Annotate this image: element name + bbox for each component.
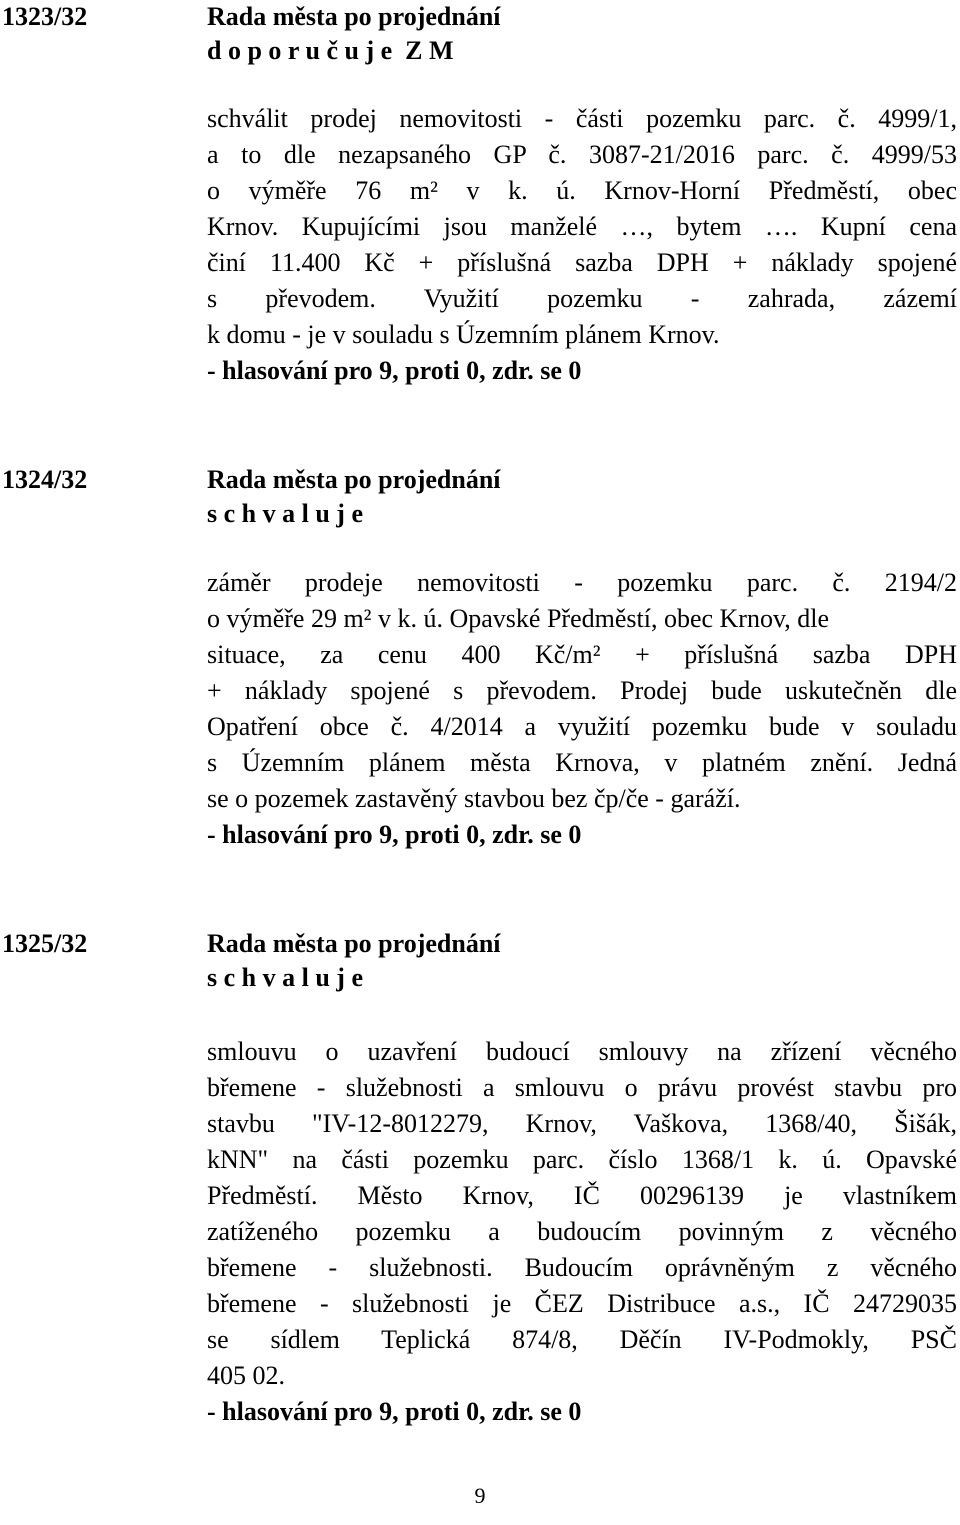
body-line: o výměře 29 m² v k. ú. Opavské Předměstí, obec Krnov, dle (207, 604, 830, 633)
resolution-body (207, 101, 957, 389)
resolution-number: 1325/32 (2, 929, 88, 958)
body-line: záměr prodeje nemovitosti - pozemku parc. č. 2194/2 (207, 568, 957, 597)
resolution-body (207, 565, 957, 853)
body-line: Předměstí. Město Krnov, IČ 00296139 je vlastníkem (207, 1181, 957, 1210)
body-line: + náklady spojené s převodem. Prodej bude uskutečněn dle (207, 676, 957, 705)
page-number: 9 (474, 1483, 486, 1508)
resolution-number: 1324/32 (2, 465, 88, 494)
vote-result: - hlasování pro 9, proti 0, zdr. se 0 (207, 356, 582, 385)
body-line: se o pozemek zastavěný stavbou bez čp/če - garáží. (207, 784, 741, 813)
body-line: s Územním plánem města Krnova, v platném znění. Jedná (207, 748, 957, 777)
body-line: Opatření obce č. 4/2014 a využití pozemku bude v souladu (207, 712, 957, 741)
body-line: k domu - je v souladu s Územním plánem Krnov. (207, 320, 720, 349)
resolution-heading: Rada města po projednání (207, 929, 501, 958)
resolution-number: 1323/32 (2, 2, 88, 31)
body-line: zatíženého pozemku a budoucím povinným z věcného (207, 1217, 957, 1246)
body-line: schválit prodej nemovitosti - části pozemku parc. č. 4999/1, (207, 104, 957, 133)
body-line: kNN" na části pozemku parc. číslo 1368/1 k. ú. Opavské (207, 1145, 957, 1174)
body-line: situace, za cenu 400 Kč/m² + příslušná sazba DPH (207, 640, 957, 669)
body-line: břemene - služebnosti. Budoucím oprávněným z věcného (207, 1253, 957, 1282)
body-line: se sídlem Teplická 874/8, Děčín IV-Podmokly, PSČ (207, 1325, 957, 1354)
resolution-body (207, 1034, 957, 1430)
body-line: Krnov. Kupujícími jsou manželé …, bytem …. Kupní cena (207, 212, 957, 241)
vote-result: - hlasování pro 9, proti 0, zdr. se 0 (207, 820, 582, 849)
body-line: a to dle nezapsaného GP č. 3087-21/2016 parc. č. 4999/53 (207, 140, 957, 169)
body-line: břemene - služebnosti je ČEZ Distribuce a.s., IČ 24729035 (207, 1289, 957, 1318)
resolution-verb: s c h v a l u j e (207, 963, 363, 992)
resolution-verb: s c h v a l u j e (207, 499, 363, 528)
body-line: s převodem. Využití pozemku - zahrada, zázemí (207, 284, 957, 313)
body-line: 405 02. (207, 1361, 285, 1390)
body-line: stavbu "IV-12-8012279, Krnov, Vaškova, 1368/40, Šišák, (207, 1109, 957, 1138)
body-line: břemene - služebnosti a smlouvu o právu provést stavbu pro (207, 1073, 957, 1102)
body-line: smlouvu o uzavření budoucí smlouvy na zřízení věcného (207, 1037, 957, 1066)
resolution-heading: Rada města po projednání (207, 2, 501, 31)
body-line: činí 11.400 Kč + příslušná sazba DPH + náklady spojené (207, 248, 957, 277)
resolution-verb: d o p o r u č u j e Z M (207, 36, 454, 65)
resolution-heading: Rada města po projednání (207, 465, 501, 494)
vote-result: - hlasování pro 9, proti 0, zdr. se 0 (207, 1397, 582, 1426)
body-line: o výměře 76 m² v k. ú. Krnov-Horní Předměstí, obec (207, 176, 957, 205)
